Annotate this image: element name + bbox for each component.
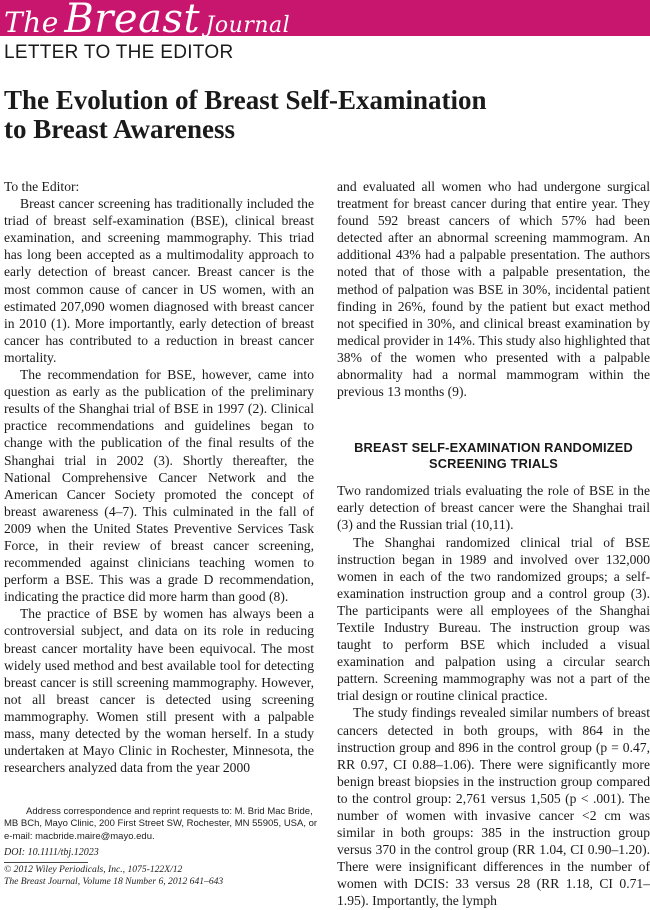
body-paragraph: The study findings revealed similar numbers of breast cancers detected in both groups, with 864 in the instruction group and 896 in the control group (p = 0.47, RR 0.97, CI 0.88–1.06). There were significantly more benign breast biopsies in the instruction group compared to the control group: 2,761 versus 1,505 (p < .001). The number of women with invasive cancer <2 cm was similar in both groups: 385 in the instruction group versus 370 in the control group (RR 1.04, CI 0.90–1.20). There were insignificant differences in the number of women with DCIS: 33 versus 28 (RR 1.18, CI 0.71–1.95). Importantly, the lymph	[337, 705, 650, 909]
article-title-line-2: to Breast Awareness	[4, 114, 235, 144]
doi: DOI: 10.1111/tbj.12023	[4, 847, 99, 858]
body-paragraph: The recommendation for BSE, however, came into question as early as the publication of the preliminary results of the Shanghai trial of BSE in 1997 (2). Clinical practice recommendations and guidelines began to change with the publication of the final results of the Shanghai trial in 2002 (3). Shortly thereafter, the National Comprehensive Cancer Network and the American Cancer Society promoted the concept of breast awareness (4–7). This culminated in the fall of 2009 when the United States Preventive Services Task Force, in their review of breast cancer screening, recommended against clinicians teaching women to perform a BSE. This was a grade D recommendation, indicating the practice did more harm than good (8).	[4, 367, 314, 605]
citation-line: The Breast Journal, Volume 18 Number 6, 2012 641–643	[4, 876, 224, 887]
salutation: To the Editor:	[4, 179, 80, 194]
journal-logo-word-the: The	[4, 6, 59, 36]
journal-logo	[4, 0, 290, 36]
publication-info	[4, 864, 223, 888]
body-paragraph: Breast cancer screening has traditionally included the triad of breast self-examination (BSE), clinical breast examination, and screening mammography. This triad has long been accepted as a multimodality approach to early detection of breast cancer. Breast cancer is the most common cause of cancer in US women, with an estimated 207,090 women diagnosed with breast cancer in 2010 (1). More importantly, early detection of breast cancer has contributed to a reduction in breast cancer mortality.	[4, 196, 314, 365]
article-title	[4, 86, 604, 144]
journal-banner	[0, 0, 650, 36]
journal-logo-word-journal: Journal	[205, 13, 291, 36]
correspondence-note: Address correspondence and reprint requests to: M. Brid Mac Bride, MB BCh, Mayo Clinic, 200 First Street SW, Rochester, MN 55905, USA, or e-mail: macbride.maire@mayo.edu.	[4, 806, 318, 842]
right-column	[337, 178, 650, 910]
body-paragraph: Two randomized trials evaluating the role of BSE in the early detection of breast cancer were the Shanghai trail (3) and the Russian trial (10,11).	[337, 483, 650, 533]
journal-logo-word-breast: Breast	[64, 0, 201, 36]
article-title-line-1: The Evolution of Breast Self-Examination	[4, 85, 487, 115]
footer-divider	[4, 862, 88, 863]
copyright-line: © 2012 Wiley Periodicals, Inc., 1075-122X/12	[4, 864, 183, 875]
body-paragraph: The practice of BSE by women has always been a controversial subject, and data on its role in reducing breast cancer mortality have been equivocal. The most widely used method and best available tool for detecting breast cancer is still screening mammography. However, not all breast cancer is detected using screening mammography. Women still present with a palpable mass, many detected by the woman herself. In a study undertaken at Mayo Clinic in Rochester, Minnesota, the researchers analyzed data from the year 2000	[4, 606, 314, 776]
section-label: LETTER TO THE EDITOR	[4, 42, 234, 63]
section-heading: BREAST SELF-EXAMINATION RANDOMIZED SCREENING TRIALS	[354, 440, 633, 472]
body-paragraph: The Shanghai randomized clinical trial of BSE instruction began in 1989 and involved over 132,000 women in each of the two randomized groups; a self-examination instruction group and a control group (3). The participants were all employees of the Shanghai Textile Industry Bureau. The instruction group was taught to perform BSE which included a visual examination and palpation using a circular search pattern. Screening mammography was not a part of the trial design or routine clinical practice.	[337, 534, 650, 704]
left-column	[4, 178, 314, 776]
body-paragraph-continued: and evaluated all women who had undergone surgical treatment for breast cancer during that entire year. They found 592 breast cancers of which 57% had been detected after an abnormal screening mammogram. An additional 43% had a palpable presentation. The authors noted that of those with a palpable presentation, the method of palpation was BSE in 30%, incidental patient finding in 26%, found by the patient but exact method not specified in 30%, and clinical breast examination by medical provider in 14%. This study also highlighted that 38% of the women who presented with a palpable abnormality had a normal mammogram within the previous 13 months (9).	[337, 179, 650, 400]
